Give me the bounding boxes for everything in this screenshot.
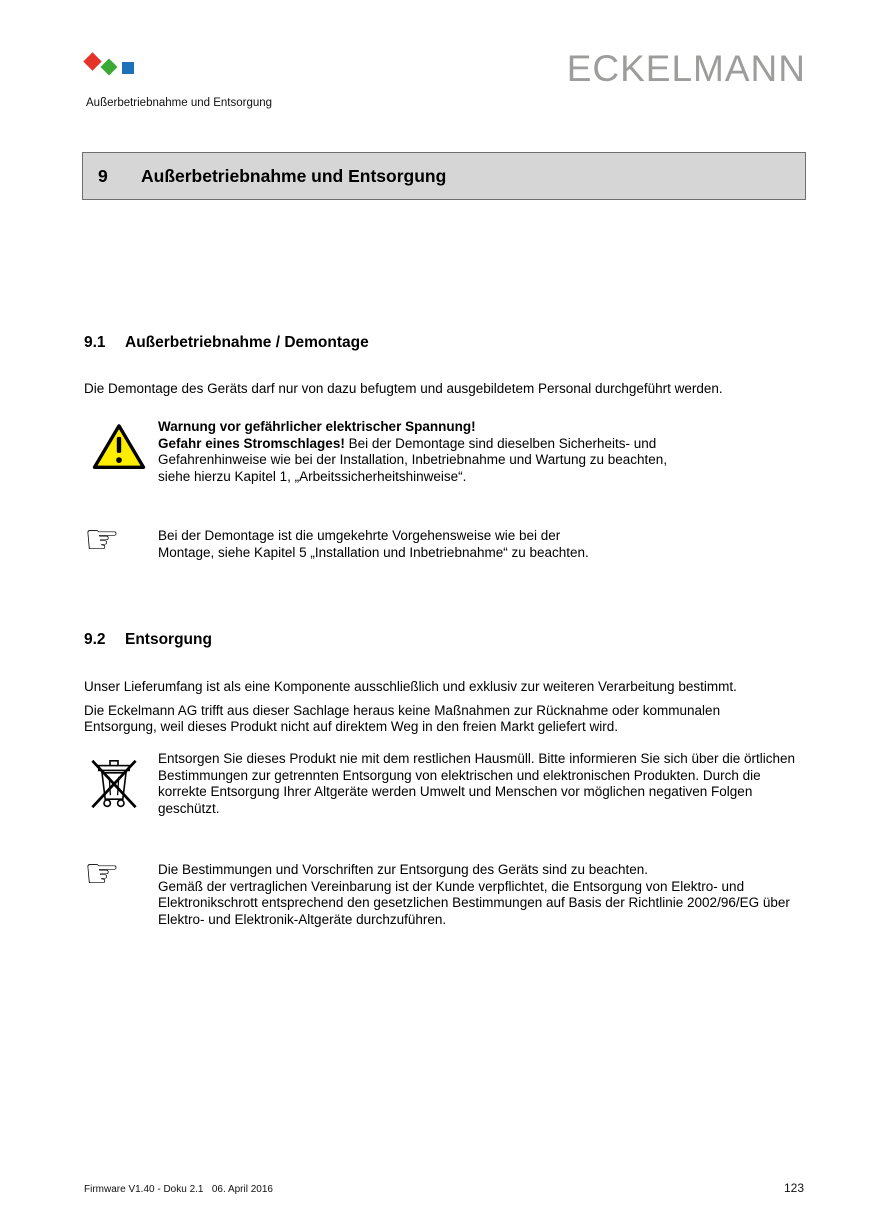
- section-heading-entsorgung: [84, 631, 806, 649]
- brand-wordmark: ECKELMANN: [566, 48, 806, 89]
- demontage-intro-paragraph: Die Demontage des Geräts darf nur von dazu befugtem und ausgebildetem Personal durchgeführt werden.: [84, 381, 723, 396]
- page-header: [84, 48, 806, 112]
- eckelmann-logo-icon: [84, 52, 148, 82]
- weee-note: [84, 751, 800, 820]
- weee-crossed-bin-icon: [90, 753, 138, 815]
- entsorgung-paragraph-1: Unser Lieferumfang ist als eine Komponente ausschließlich und exklusiv zur weiteren Verarbeitung bestimmt.: [84, 679, 737, 694]
- weee-icon-column: [84, 751, 158, 820]
- hand-icon-column: [84, 851, 158, 929]
- hand-icon-column: [84, 517, 158, 563]
- entsorgung-note-line2: Gemäß der vertraglichen Vereinbarung ist der Kunde verpflichtet, die Entsorgung von Elektro- und Elektronikschrott entsprechend den gesetzlichen Bestimmungen auf Basis der Richtlinie 2002/96/EG über Elektro- und Elektronik-Altgeräte durchzuführen.: [158, 878, 790, 928]
- section-title: Außerbetriebnahme / Demontage: [125, 334, 369, 351]
- logo-blue-square-icon: [122, 62, 134, 74]
- warning-triangle-icon: [92, 423, 146, 471]
- entsorgung-paragraph-2: Die Eckelmann AG trifft aus dieser Sachlage heraus keine Maßnahmen zur Rücknahme oder kommunalen Entsorgung, weil dieses Produkt nicht auf direktem Weg in den freien Markt geliefert wird.: [84, 703, 721, 735]
- hand-note-entsorgung: [84, 851, 800, 929]
- hand-note-text-group: [158, 862, 800, 929]
- header-breadcrumb: Außerbetriebnahme und Entsorgung: [86, 97, 273, 109]
- footer-page-number: 123: [783, 1181, 804, 1195]
- entsorgung-note-line1: Die Bestimmungen und Vorschriften zur Entsorgung des Geräts sind zu beachten.: [158, 862, 649, 877]
- chapter-title: Außerbetriebnahme und Entsorgung: [141, 165, 447, 186]
- warning-icon-column: [84, 419, 158, 486]
- warning-headline: Warnung vor gefährlicher elektrischer Spannung!: [158, 419, 476, 434]
- warning-body: [158, 436, 703, 486]
- warning-lead: Gefahr eines Stromschlages!: [158, 435, 345, 451]
- footer-document-info: Firmware V1.40 - Doku 2.1 06. April 2016: [84, 1184, 273, 1195]
- section-heading-demontage: [84, 334, 806, 352]
- hand-note-demontage: [84, 517, 724, 563]
- section-number: 9.1: [84, 334, 106, 351]
- warning-text: [158, 419, 703, 486]
- section-title: Entsorgung: [125, 631, 212, 648]
- chapter-number: 9: [98, 165, 108, 186]
- pointing-hand-icon: ☞: [84, 517, 120, 563]
- pointing-hand-icon: ☞: [84, 851, 120, 897]
- weee-note-text: Entsorgen Sie dieses Produkt nie mit dem restlichen Hausmüll. Bitte informieren Sie sich über die örtlichen Bestimmungen zur getrennten Entsorgung von elektrischen und elektronischen Produkten. Durch die korrekte Entsorgung Ihrer Altgeräte werden Umwelt und Menschen vor möglichen negativen Folgen geschützt.: [158, 751, 796, 817]
- warning-note: [84, 419, 724, 486]
- warning-body-text: Bei der Demontage sind dieselben Sicherheits- und Gefahrenhinweise wie bei der Installation, Inbetriebnahme und Wartung zu beachten, siehe hierzu Kapitel 1, „Arbeitssicherheitshinweise“.: [158, 435, 668, 485]
- hand-note-text: Bei der Demontage ist die umgekehrte Vorgehensweise wie bei der Montage, siehe Kapitel 5 „Installation und Inbetriebnahme“ zu beachten.: [158, 528, 589, 560]
- logo-green-diamond-icon: [101, 59, 118, 76]
- logo-red-diamond-icon: [83, 52, 101, 70]
- section-number: 9.2: [84, 631, 106, 648]
- chapter-heading-box: [82, 152, 806, 200]
